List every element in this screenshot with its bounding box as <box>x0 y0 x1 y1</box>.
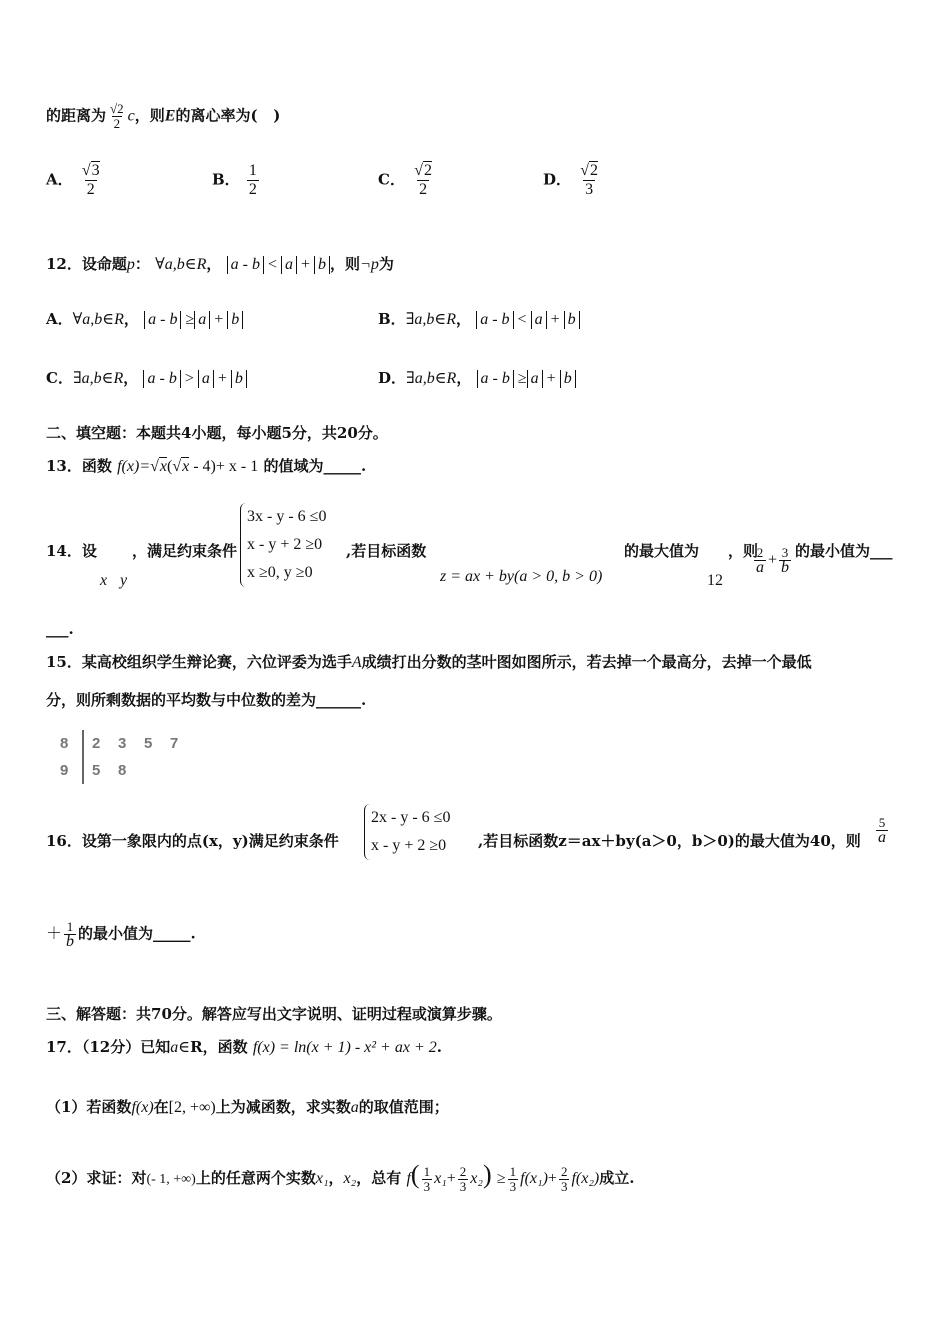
q12-stem: 12．设命题p： ∀a,b∈R， a - b < a + b ，则¬p为 <box>46 255 394 273</box>
q16-prefix: 16．设第一象限内的点(x，y)满足约束条件 <box>46 832 339 850</box>
stem-leaf-plot <box>60 730 196 784</box>
q14-expression: $\frac{2}{a}$ + $\frac{3}{b}$ <box>756 545 790 576</box>
q17-stem: 17．（12分）已知a∈R，函数 f(x) = ln(x + 1) - x² + ax + 2. <box>46 1038 442 1056</box>
section-2-heading: 二、填空题：本题共4小题，每小题5分，共20分。 <box>46 424 388 442</box>
section-3-heading: 三、解答题：共70分。解答应写出文字说明、证明过程或演算步骤。 <box>46 1005 502 1023</box>
q17-part-2: （2）求证：对(- 1, +∞)上的任意两个实数x₁，x₂，总有 f( $\frac{1}{3}$ x₁+ $\frac{2}{3}$ x₂) ≥ $\frac{1}{3}$ f(x₁)+ $\frac{2}{3}$ f(x₂)成立. <box>46 1160 635 1194</box>
q11-option-d[interactable]: D． $\frac{√2}{3}$ <box>543 162 599 198</box>
q11-option-c[interactable]: C． $\frac{√2}{2}$ <box>378 162 432 198</box>
q11-var-c: c <box>127 107 135 125</box>
q16-mid: ,若目标函数z＝ax＋by(a＞0，b＞0)的最大值为40，则 <box>478 832 861 850</box>
q11-text: 的距离为 <box>46 106 107 125</box>
q14-var-x: x <box>100 572 108 589</box>
q14-max-text: 的最大值为 <box>624 542 700 560</box>
q11-fraction: $\frac{√2}{2}$ <box>110 101 124 131</box>
q14-objective: z = ax + by(a > 0, b > 0) <box>440 568 603 585</box>
q12-option-a[interactable]: A．∀a,b∈R， a - b ≥ a + b <box>46 308 243 329</box>
q14-mid: ，满足约束条件 <box>132 542 238 560</box>
stem-row: 9 5 8 <box>60 757 196 784</box>
q11-option-b[interactable]: B． $\frac{1}{2}$ <box>212 162 257 198</box>
q11-option-a[interactable]: A． $\frac{√3}{2}$ <box>46 162 100 198</box>
q14-tail: ___. <box>46 620 74 638</box>
q14-constraints: 3x - y - 6 ≤0 x - y + 2 ≥0 x ≥0, y ≥0 <box>240 503 326 587</box>
q14-var-y: y <box>120 572 128 589</box>
q12-option-d[interactable]: D．∃a,b∈R， a - b ≥ a + b <box>378 367 576 388</box>
stem-row: 8 2 3 5 7 <box>60 730 196 757</box>
q11-stem: 的距离为 $\frac{√2}{2}$ c，则E的离心率为( ) <box>46 101 281 131</box>
q17-part-1: （1）若函数f(x)在[2, +∞)上为减函数，求实数a的取值范围； <box>46 1098 449 1116</box>
q16-expression: ＋ $\frac{1}{b}$ 的最小值为_____. <box>46 919 196 950</box>
q15-line-1: 15．某高校组织学生辩论赛，六位评委为选手A成绩打出分数的茎叶图如图所示，若去掉一个最高分，去掉一个最低 <box>46 653 812 671</box>
q16-frac-5a: $\frac{5}{a}$ <box>878 815 886 846</box>
q14-then: ，则 <box>728 542 759 560</box>
q15-line-2: 分，则所剩数据的平均数与中位数的差为______. <box>46 691 367 709</box>
q14-objective-text: ,若目标函数 <box>346 542 427 560</box>
q14-prefix: 14．设 <box>46 542 97 560</box>
q14-max-value: 12 <box>707 572 723 589</box>
q13-stem: 13．函数 f(x)=√x(√x - 4)+ x - 1 的值域为_____. <box>46 457 367 475</box>
q12-option-b[interactable]: B．∃a,b∈R， a - b < a + b <box>378 308 580 329</box>
q16-constraints: 2x - y - 6 ≤0 x - y + 2 ≥0 <box>364 804 450 860</box>
q14-min-text: 的最小值为___ <box>795 542 893 560</box>
q12-option-c[interactable]: C．∃a,b∈R， a - b > a + b <box>46 367 247 388</box>
